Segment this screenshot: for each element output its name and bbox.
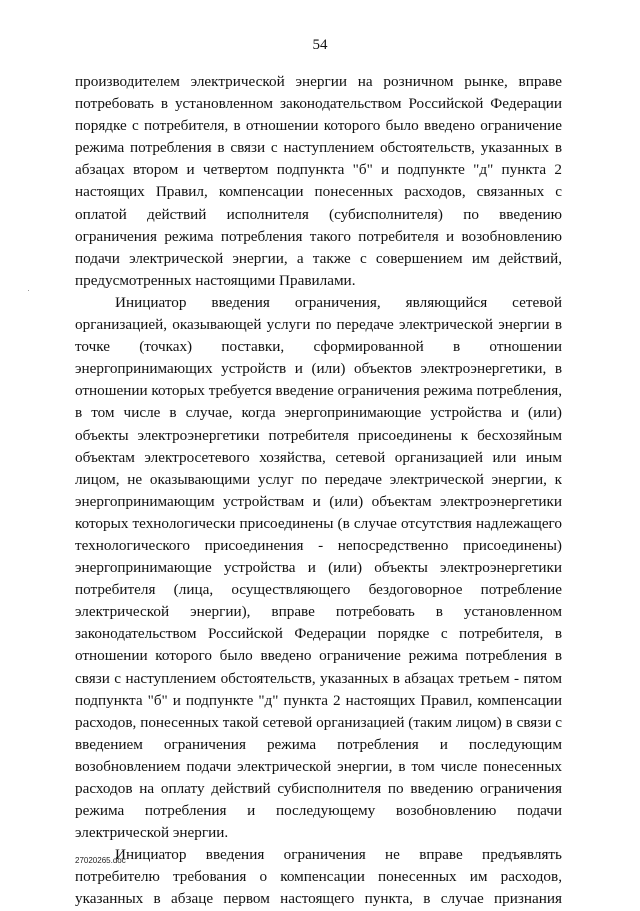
paragraph bbox=[75, 71, 562, 292]
text-line: подачи электрической энергии, а также с совершением им действий, bbox=[75, 249, 562, 267]
text-line: объекты электроэнергетики потребителя присоединены к бесхозяйным bbox=[75, 426, 562, 444]
text-line: точке (точках) поставки, сформированной в отношении bbox=[75, 338, 562, 356]
text-line: расходов, понесенных такой сетевой организацией (таким лицом) в связи с bbox=[75, 713, 562, 731]
text-line: Инициатор введения ограничения не вправе предъявлять bbox=[115, 846, 562, 864]
text-line: введением ограничения режима потребления и последующим bbox=[75, 735, 562, 753]
text-line: возобновлением подачи электрической энергии, в том числе понесенных bbox=[75, 757, 562, 775]
text-line: порядке с потребителя, в отношении которого было введено ограничение bbox=[75, 117, 562, 135]
text-line: подпункта "б" и подпункте "д" пункта 2 настоящих Правил, компенсации bbox=[75, 691, 562, 709]
text-line: законодательством Российской Федерации порядке с потребителя, в bbox=[75, 625, 562, 643]
text-line: лицом, не оказывающими услуг по передаче электрической энергии, к bbox=[75, 470, 562, 488]
text-line: режима потребления и последующему возобновлению подачи bbox=[75, 802, 562, 820]
text-line: указанных в абзаце первом настоящего пункта, в случае признания bbox=[75, 890, 562, 908]
text-line: отношении которого было введено ограничение режима потребления в bbox=[75, 647, 562, 665]
text-line: режима потребления в связи с наступлением обстоятельств, указанных в bbox=[75, 139, 562, 157]
paragraph bbox=[75, 844, 562, 910]
text-line: Инициатор введения ограничения, являющийся сетевой bbox=[115, 293, 562, 311]
text-line: энергопринимающим устройствам и (или) объектам электроэнергетики bbox=[75, 492, 562, 510]
footer-filename: 27020265.doc bbox=[75, 856, 126, 865]
text-line: потребителю требования о компенсации понесенных им расходов, bbox=[75, 868, 562, 886]
text-line: организацией, оказывающей услуги по передаче электрической энергии в bbox=[75, 316, 562, 334]
document-body bbox=[75, 71, 562, 911]
text-line: производителем электрической энергии на розничном рынке, вправе bbox=[75, 73, 562, 90]
text-line: объектам электросетевого хозяйства, сетевой организацией или иным bbox=[75, 448, 562, 466]
text-line: связи с наступлением обстоятельств, указанных в абзацах третьем - пятом bbox=[75, 669, 562, 687]
text-line: технологического присоединения - непосредственно присоединены) bbox=[75, 536, 562, 554]
text-line: ограничения режима потребления такого потребителя и возобновлению bbox=[75, 227, 562, 245]
page-number: 54 bbox=[312, 37, 328, 53]
text-line: электрической энергии), вправе потребовать в установленном bbox=[75, 603, 562, 621]
text-line: в том числе в случае, когда энергопринимающие устройства и (или) bbox=[75, 404, 562, 422]
text-line: отношении которых требуется введение ограничения режима потребления, bbox=[75, 382, 562, 400]
scan-artifact bbox=[28, 290, 29, 291]
text-line: предусмотренных настоящими Правилами. bbox=[75, 271, 356, 289]
text-line: потребителя (лица, осуществляющего бездоговорное потребление bbox=[75, 581, 562, 599]
text-line: энергопринимающие устройства и (или) объекты электроэнергетики bbox=[75, 559, 562, 577]
text-line: абзацах втором и четвертом подпункта "б" и подпункте "д" пункта 2 bbox=[75, 161, 562, 179]
text-line: расходов на оплату действий субисполнителя по введению ограничения bbox=[75, 780, 562, 797]
paragraph bbox=[75, 292, 562, 844]
text-line: энергопринимающих устройств и (или) объектов электроэнергетики, в bbox=[75, 360, 562, 378]
text-line: потребовать в установленном законодательством Российской Федерации bbox=[75, 95, 562, 113]
text-line: оплатой действий исполнителя (субисполнителя) по введению bbox=[75, 205, 562, 223]
text-line: электрической энергии. bbox=[75, 824, 229, 842]
text-line: настоящих Правил, компенсации понесенных расходов, связанных с bbox=[75, 183, 562, 201]
text-line: которых технологически присоединены (в случае отсутствия надлежащего bbox=[75, 514, 562, 532]
